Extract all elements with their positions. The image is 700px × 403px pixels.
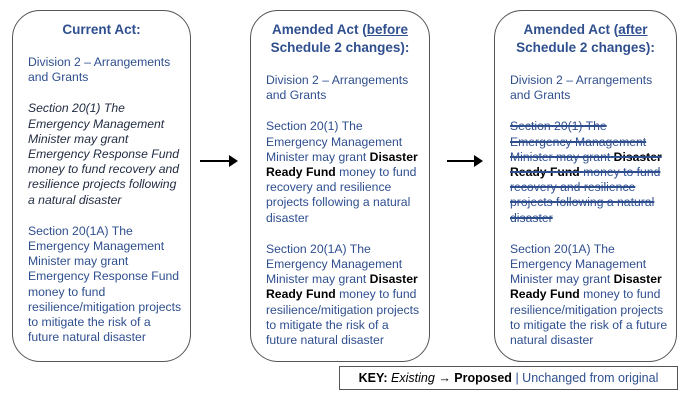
arrow-right-icon xyxy=(200,160,236,162)
after-title-underlined: after xyxy=(618,22,648,37)
before-section-20-1 xyxy=(266,119,421,225)
after-s20-1a-post: money to fund resilience/mitigation projects to mitigate the risk of a future natural disaster xyxy=(510,287,668,348)
before-division: Division 2 – Arrangements and Grants xyxy=(266,73,409,103)
current-s20-1a-text: Section 20(1A) The Emergency Management Minister may grant Emergency Response Fund money to fund resilience/mitigation projects to mitigate the risk of a future natural disaster xyxy=(28,223,182,345)
amended-before-box xyxy=(250,10,430,362)
before-title-suffix: Schedule 2 changes): xyxy=(270,40,410,55)
amended-before-title xyxy=(259,21,421,57)
amended-after-box xyxy=(494,10,677,362)
key-label: KEY: xyxy=(358,371,388,385)
key-separator: | xyxy=(515,371,519,385)
before-title-underlined: before xyxy=(366,22,409,37)
after-title-prefix: Amended Act ( xyxy=(523,22,619,37)
key-existing: Existing xyxy=(391,371,435,385)
before-title-prefix: Amended Act ( xyxy=(271,22,367,37)
arrow-right-icon xyxy=(447,160,481,162)
before-section-20-1a xyxy=(266,242,421,348)
before-s20-1a-post: money to fund resilience/mitigation projects to mitigate the risk of a future natural disaster xyxy=(266,287,420,348)
legend-key xyxy=(339,366,678,390)
after-s20-1-fund: Disaster Ready Fund xyxy=(510,149,662,180)
key-unchanged: Unchanged from original xyxy=(522,371,659,385)
key-proposed: Proposed xyxy=(454,371,512,385)
after-division: Division 2 – Arrangements and Grants xyxy=(510,73,653,103)
current-section-20-1a xyxy=(28,224,182,346)
after-s20-1a-pre: Section 20(1A) The Emergency Management Minister may grant xyxy=(510,241,647,287)
before-s20-1-pre: Section 20(1) The Emergency Management Minister may grant xyxy=(266,119,403,164)
current-division: Division 2 – Arrangements and Grants xyxy=(28,55,171,85)
after-title-suffix: Schedule 2 changes): xyxy=(516,40,655,55)
current-act-title: Current Act: xyxy=(62,22,141,37)
after-s20-1a-fund: Disaster Ready Fund xyxy=(510,272,662,302)
after-section-20-1-struck xyxy=(510,119,668,225)
current-act-box xyxy=(12,10,191,362)
after-s20-1-post: money to fund recovery and resilience projects following a natural disaster xyxy=(510,165,661,225)
after-section-20-1a xyxy=(510,242,668,348)
current-section-20-1: Section 20(1) The Emergency Management Minister may grant Emergency Response Fund money to fund recovery and resilience projects following a natural disaster xyxy=(28,101,180,207)
before-s20-1-fund: Disaster Ready Fund xyxy=(266,149,418,180)
before-s20-1-post: money to fund recovery and resilience projects following a natural disaster xyxy=(266,165,417,225)
amended-after-title xyxy=(503,21,668,57)
key-arrow-icon: → xyxy=(438,371,451,385)
before-s20-1a-fund: Disaster Ready Fund xyxy=(266,272,418,302)
before-s20-1a-pre: Section 20(1A) The Emergency Management Minister may grant xyxy=(266,241,403,287)
after-s20-1-pre: Section 20(1) The Emergency Management Minister may grant xyxy=(510,119,647,164)
